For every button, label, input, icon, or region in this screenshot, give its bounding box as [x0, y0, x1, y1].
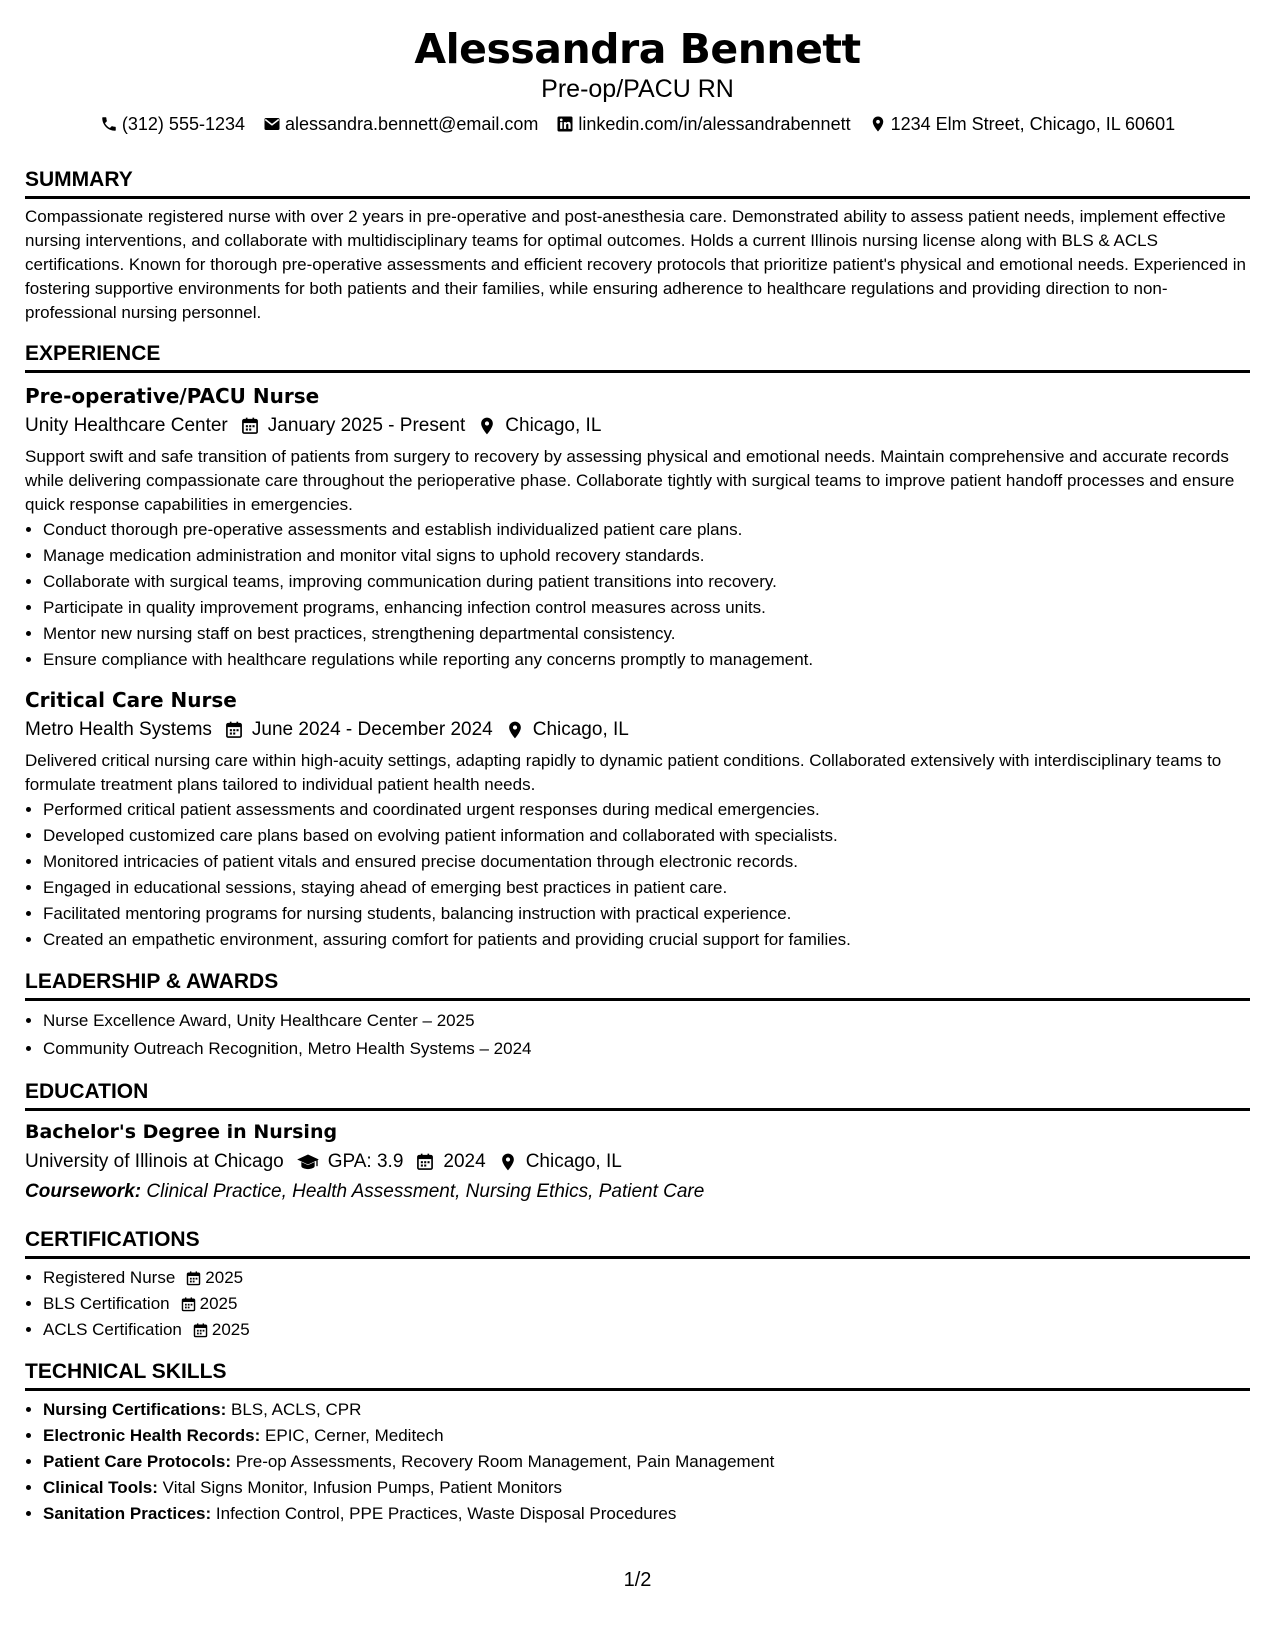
education-location-text: Chicago, IL — [525, 1151, 622, 1172]
certification-year-text: 2025 — [199, 1294, 238, 1313]
job-entry — [25, 685, 1250, 953]
degree-title: Bachelor's Degree in Nursing — [25, 1121, 338, 1143]
summary-text: Compassionate registered nurse with over 2 years in pre-operative and post-anesthesia care. Demonstrated ability to assess patient needs, implement effective nursing interventions, and collaborate with multidisciplinary teams for optimal outcomes. Holds a current Illinois nursing license along with BLS & ACLS certifications. Known for thorough pre-operative assessments and efficient recovery protocols that prioritize patient's physical and emotional needs. Experienced in fostering supportive environments for both patients and their families, while ensuring adherence to healthcare regulations and providing direction to non-professional nursing personnel. — [25, 207, 1246, 322]
list-item: • Conduct thorough pre-operative assessments and establish individualized patient care plans. — [43, 517, 1250, 543]
skill-label: Electronic Health Records: — [43, 1426, 261, 1445]
calendar-icon — [185, 1270, 202, 1287]
certification-row — [43, 1317, 250, 1343]
list-item: • Facilitated mentoring programs for nursing students, balancing instruction with practical experience. — [43, 901, 1250, 927]
list-item — [43, 1423, 1250, 1449]
graduation-cap-icon — [296, 1152, 320, 1172]
list-item: • Manage medication administration and monitor vital signs to uphold recovery standards. — [43, 543, 1250, 569]
coursework — [25, 1177, 1250, 1207]
job-entry — [25, 381, 1250, 673]
skill-value: EPIC, Cerner, Meditech — [265, 1426, 444, 1445]
coursework-text: Clinical Practice, Health Assessment, Nursing Ethics, Patient Care — [146, 1181, 705, 1202]
list-item: • Community Outreach Recognition, Metro Health Systems – 2024 — [43, 1035, 1250, 1063]
list-item: • Engaged in educational sessions, staying ahead of emerging best practices in patient care. — [43, 875, 1250, 901]
job-dates — [240, 411, 466, 441]
list-item: • Nurse Excellence Award, Unity Healthcare Center – 2025 — [43, 1007, 1250, 1035]
certification-row — [43, 1265, 243, 1291]
certification-name: • ACLS Certification — [43, 1320, 182, 1339]
candidate-name: Alessandra Bennett — [414, 25, 861, 73]
resume-header — [25, 24, 1250, 137]
gpa-text: GPA: 3.9 — [327, 1151, 404, 1172]
skill-value: BLS, ACLS, CPR — [230, 1400, 362, 1419]
section-heading: EDUCATION — [25, 1079, 1250, 1111]
contact-bar — [25, 111, 1250, 137]
job-dates-text: January 2025 - Present — [267, 415, 466, 436]
job-dates — [224, 715, 493, 745]
contact-phone — [100, 111, 245, 137]
job-company: Unity Healthcare Center — [25, 415, 228, 436]
calendar-icon — [192, 1322, 209, 1339]
education-gpa — [296, 1147, 404, 1177]
education-section — [25, 1079, 1250, 1207]
envelope-icon — [263, 115, 281, 133]
job-company: Metro Health Systems — [25, 719, 212, 740]
list-item — [43, 1449, 1250, 1475]
skill-label: Clinical Tools: — [43, 1478, 158, 1497]
skill-label: Sanitation Practices: — [43, 1504, 212, 1523]
contact-phone-text: (312) 555-1234 — [121, 114, 245, 134]
job-title: Pre-operative/PACU Nurse — [25, 384, 320, 408]
section-heading: TECHNICAL SKILLS — [25, 1359, 1250, 1391]
phone-icon — [100, 115, 118, 133]
list-item — [43, 1397, 1250, 1423]
certification-year-text: 2025 — [211, 1320, 250, 1339]
job-location — [505, 715, 629, 745]
list-item: • Developed customized care plans based on evolving patient information and collaborated with specialists. — [43, 823, 1250, 849]
section-heading: CERTIFICATIONS — [25, 1227, 1250, 1259]
job-location-text: Chicago, IL — [532, 719, 629, 740]
job-bullets — [25, 517, 1250, 673]
education-meta — [25, 1147, 1250, 1177]
list-item: • Ensure compliance with healthcare regulations while reporting any concerns promptly to management. — [43, 647, 1250, 673]
certification-year — [180, 1291, 238, 1317]
list-item — [43, 1317, 1250, 1343]
list-item — [43, 1501, 1250, 1527]
job-location — [477, 411, 601, 441]
contact-linkedin[interactable] — [556, 111, 850, 137]
contact-email-text[interactable]: alessandra.bennett@email.com — [285, 114, 539, 134]
summary-section — [25, 167, 1250, 325]
experience-section — [25, 341, 1250, 953]
skill-value: Infection Control, PPE Practices, Waste Disposal Procedures — [215, 1504, 677, 1523]
awards-list — [25, 1007, 1250, 1063]
awards-section — [25, 969, 1250, 1063]
calendar-icon — [224, 720, 244, 740]
list-item: • Participate in quality improvement programs, enhancing infection control measures across units. — [43, 595, 1250, 621]
job-meta — [25, 715, 1250, 745]
calendar-icon — [415, 1152, 435, 1172]
skill-value: Vital Signs Monitor, Infusion Pumps, Patient Monitors — [162, 1478, 563, 1497]
list-item — [43, 1265, 1250, 1291]
school-name: University of Illinois at Chicago — [25, 1151, 284, 1172]
contact-linkedin-text[interactable]: linkedin.com/in/alessandrabennett — [578, 114, 851, 134]
certification-year-text: 2025 — [205, 1268, 244, 1287]
education-year-text: 2024 — [443, 1151, 486, 1172]
list-item — [43, 1475, 1250, 1501]
coursework-label: Coursework: — [25, 1181, 142, 1202]
job-title: Critical Care Nurse — [25, 688, 237, 712]
list-item: • Performed critical patient assessments and coordinated urgent responses during medical emergencies. — [43, 797, 1250, 823]
list-item: • Created an empathetic environment, assuring comfort for patients and providing crucial support for families. — [43, 927, 1250, 953]
certifications-section — [25, 1227, 1250, 1343]
candidate-title: Pre-op/PACU RN — [541, 75, 734, 103]
calendar-icon — [180, 1296, 197, 1313]
linkedin-icon — [556, 115, 574, 133]
calendar-icon — [240, 416, 260, 436]
education-year — [415, 1147, 485, 1177]
skill-label: Patient Care Protocols: — [43, 1452, 231, 1471]
job-dates-text: June 2024 - December 2024 — [251, 719, 493, 740]
job-summary: Delivered critical nursing care within high-acuity settings, adapting rapidly to dynamic patient conditions. Collaborated extensively with interdisciplinary teams to formulate treatment plans tailored to individual patient health needs. — [25, 751, 1222, 794]
list-item: • Mentor new nursing staff on best practices, strengthening departmental consistency. — [43, 621, 1250, 647]
certification-row — [43, 1291, 237, 1317]
section-heading: SUMMARY — [25, 167, 1250, 199]
map-marker-icon — [477, 416, 497, 436]
map-marker-icon — [505, 720, 525, 740]
certifications-list — [25, 1265, 1250, 1343]
list-item — [43, 1291, 1250, 1317]
map-marker-icon — [869, 115, 887, 133]
section-heading: EXPERIENCE — [25, 341, 1250, 373]
contact-address — [869, 111, 1176, 137]
map-marker-icon — [498, 1152, 518, 1172]
certification-name: • BLS Certification — [43, 1294, 170, 1313]
resume-page — [25, 0, 1250, 1527]
skills-section — [25, 1359, 1250, 1527]
skills-list — [25, 1397, 1250, 1527]
job-bullets — [25, 797, 1250, 953]
list-item: • Monitored intricacies of patient vitals and ensured precise documentation through electronic records. — [43, 849, 1250, 875]
job-summary: Support swift and safe transition of patients from surgery to recovery by assessing physical and emotional needs. Maintain comprehensive and accurate records while delivering compassionate care throughout the perioperative phase. Collaborate tightly with surgical teams to improve patient handoff processes and ensure quick response capabilities in emergencies. — [25, 447, 1235, 514]
certification-year — [192, 1317, 250, 1343]
job-meta — [25, 411, 1250, 441]
list-item: • Collaborate with surgical teams, improving communication during patient transitions into recovery. — [43, 569, 1250, 595]
page-number: 1/2 — [623, 1569, 652, 1591]
skill-value: Pre-op Assessments, Recovery Room Management, Pain Management — [235, 1452, 775, 1471]
contact-address-text: 1234 Elm Street, Chicago, IL 60601 — [890, 114, 1176, 134]
certification-name: • Registered Nurse — [43, 1268, 176, 1287]
section-heading: LEADERSHIP & AWARDS — [25, 969, 1250, 1001]
education-location — [498, 1147, 622, 1177]
contact-email[interactable] — [263, 111, 538, 137]
skill-label: Nursing Certifications: — [43, 1400, 227, 1419]
job-location-text: Chicago, IL — [505, 415, 602, 436]
certification-year — [185, 1265, 243, 1291]
